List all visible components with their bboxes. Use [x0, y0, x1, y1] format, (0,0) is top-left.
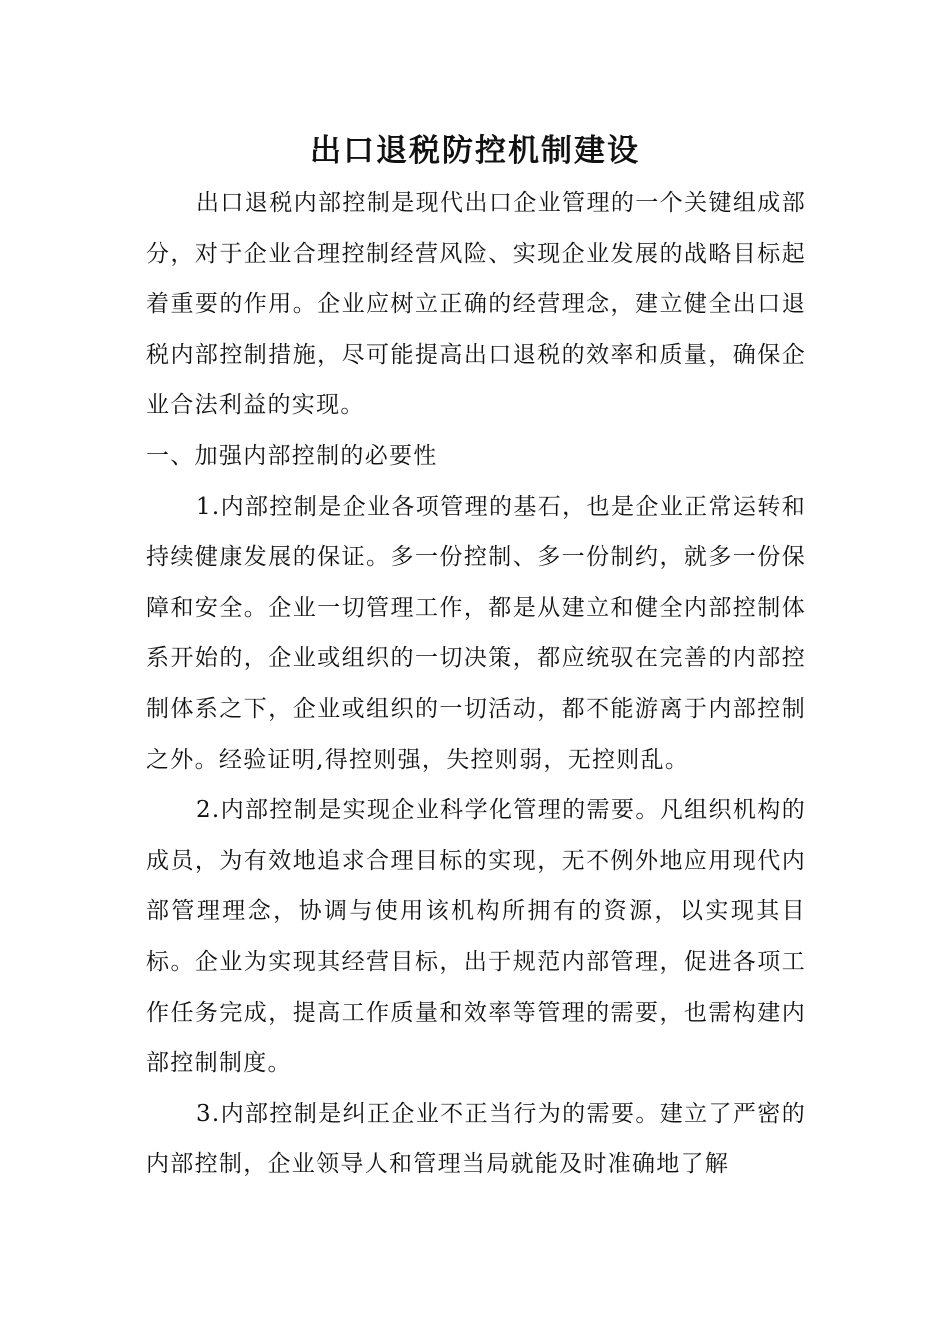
document-body [146, 178, 806, 1190]
paragraph-point-2: 2.内部控制是实现企业科学化管理的需要。凡组织机构的成员，为有效地追求合理目标的实现，无不例外地应用现代内部管理理念，协调与使用该机构所拥有的资源，以实现其目标。企业为实现其经营目标，出于规范内部管理，促进各项工作任务完成，提高工作质量和效率等管理的需要，也需构建内部控制制度。 [146, 797, 806, 1077]
intro-paragraph: 出口退税内部控制是现代出口企业管理的一个关键组成部分，对于企业合理控制经营风险、实现企业发展的战略目标起着重要的作用。企业应树立正确的经营理念，建立健全出口退税内部控制措施，尽可能提高出口退税的效率和质量，确保企业合法利益的实现。 [146, 190, 806, 419]
document-title: 出口退税防控机制建设 [310, 133, 640, 169]
section-heading: 一、加强内部控制的必要性 [146, 442, 438, 469]
paragraph-point-1: 1.内部控制是企业各项管理的基石，也是企业正常运转和持续健康发展的保证。多一份控制、多一份制约，就多一份保障和安全。企业一切管理工作，都是从建立和健全内部控制体系开始的，企业或组织的一切决策，都应统驭在完善的内部控制体系之下，企业或组织的一切活动，都不能游离于内部控制之外。经验证明,得控则强，失控则弱，无控则乱。 [146, 493, 806, 773]
paragraph-point-3: 3.内部控制是纠正企业不正当行为的需要。建立了严密的内部控制，企业领导人和管理当局就能及时准确地了解 [146, 1100, 806, 1178]
